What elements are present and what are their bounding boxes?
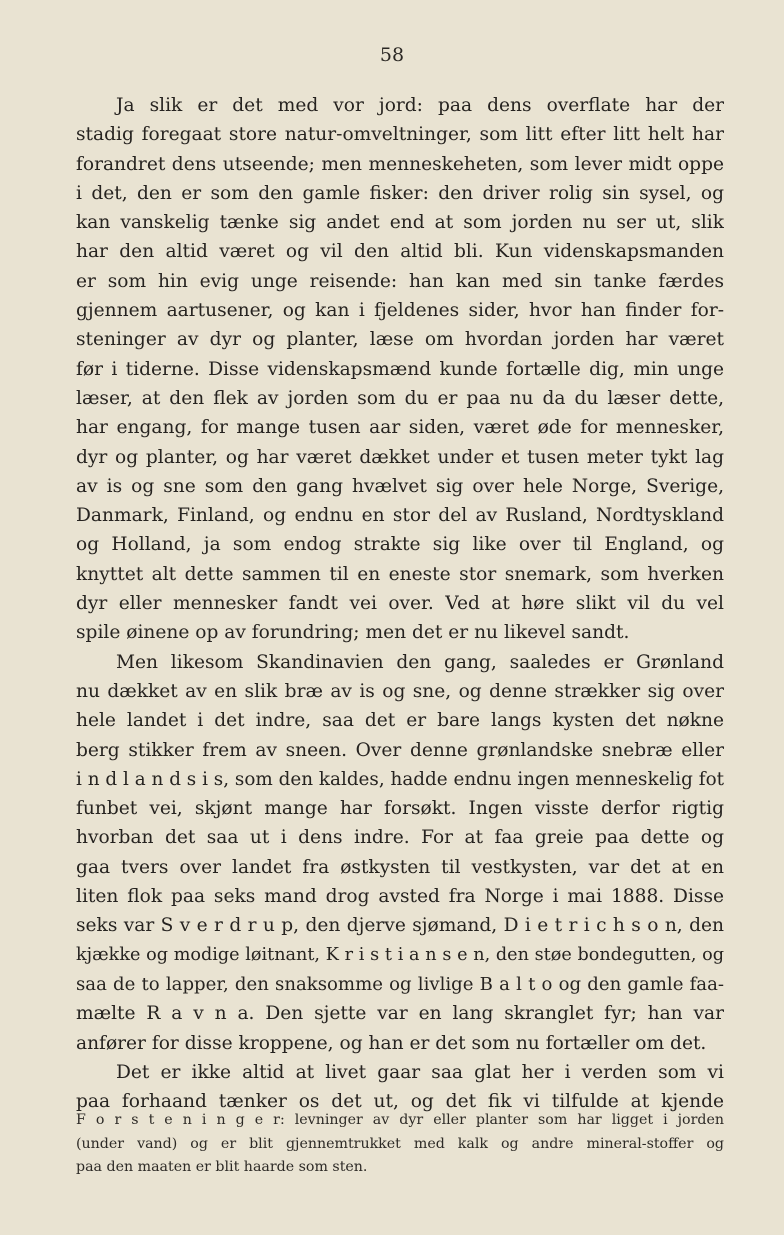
- text-line: kan vanskelig tænke sig andet end at som jorden nu ser ut, slik: [76, 212, 724, 234]
- text-line: læser, at den flek av jorden som du er paa nu da du læser dette,: [76, 387, 724, 409]
- text-line: hele landet i det indre, saa det er bare langs kysten det nøkne: [76, 710, 724, 732]
- text-line: i det, den er som den gamle fisker: den driver rolig sin sysel, og: [76, 182, 724, 204]
- text-line: anfører for disse kroppene, og han er det som nu fortæller om det.: [76, 1032, 707, 1054]
- page-number: 58: [379, 44, 405, 66]
- text-line: nu dækket av en slik bræ av is og sne, og denne strækker sig over: [76, 680, 724, 702]
- body-text: [76, 91, 724, 1116]
- text-line: Danmark, Finland, og endnu en stor del av Rusland, Nordtyskland: [76, 505, 724, 527]
- text-line: og Holland, ja som endog strakte sig like over til England, og: [76, 534, 724, 556]
- text-line: Men likesom Skandinavien den gang, saaledes er Grønland: [116, 651, 724, 673]
- text-line: før i tiderne. Disse videnskapsmænd kunde fortælle dig, min unge: [76, 358, 724, 380]
- text-line: steninger av dyr og planter, læse om hvordan jorden har været: [76, 329, 724, 351]
- text-line: er som hin evig unge reisende: han kan med sin tanke færdes: [76, 270, 724, 292]
- text-line: liten flok paa seks mand drog avsted fra Norge i mai 1888. Disse: [76, 886, 724, 908]
- text-line: av is og sne som den gang hvælvet sig over hele Norge, Sverige,: [76, 475, 724, 497]
- text-line: saa de to lapper, den snaksomme og livlige B a l t o og den gamle faa-: [76, 973, 724, 995]
- text-line: funbet vei, skjønt mange har forsøkt. Ingen visste derfor rigtig: [76, 798, 724, 820]
- text-line: seks var S v e r d r u p, den djerve sjømand, D i e t r i c h s o n, den: [76, 915, 724, 937]
- text-line: forandret dens utseende; men menneskeheten, som lever midt oppe: [76, 153, 724, 175]
- text-line: hvorban det saa ut i dens indre. For at faa greie paa dette og: [76, 827, 724, 849]
- text-line: berg stikker frem av sneen. Over denne grønlandske snebræ eller: [76, 739, 724, 761]
- text-line: i n d l a n d s i s, som den kaldes, hadde endnu ingen menneskelig fot: [76, 768, 724, 790]
- text-line: gjennem aartusener, og kan i fjeldenes sider, hvor han finder for-: [76, 300, 724, 322]
- footnote-line: (under vand) og er blit gjennemtrukket med kalk og andre mineral-stoffer og: [76, 1135, 724, 1152]
- text-line: dyr og planter, og har været dækket under et tusen meter tykt lag: [76, 446, 724, 468]
- text-line: Det er ikke altid at livet gaar saa glat her i verden som vi: [116, 1061, 724, 1083]
- text-line: har engang, for mange tusen aar siden, været øde for mennesker,: [76, 417, 724, 439]
- text-line: mælte R a v n a. Den sjette var en lang skranglet fyr; han var: [76, 1003, 724, 1025]
- text-line: knyttet alt dette sammen til en eneste stor snemark, som hverken: [76, 563, 724, 585]
- text-line: paa forhaand tænker os det ut, og det fik vi tilfulde at kjende: [76, 1091, 724, 1113]
- text-line: kjække og modige løitnant, K r i s t i a n s e n, den støe bondegutten, og: [76, 944, 724, 965]
- text-line: gaa tvers over landet fra østkysten til vestkysten, var det at en: [76, 856, 724, 878]
- text-line: stadig foregaat store natur-omveltninger, som litt efter litt helt har: [76, 124, 724, 146]
- footnote-line: F o r s t e n i n g e r: levninger av dyr eller planter som har ligget i jorden: [76, 1112, 724, 1128]
- text-line: Ja slik er det med vor jord: paa dens overflate har der: [116, 95, 724, 116]
- text-line: spile øinene op av forundring; men det er nu likevel sandt.: [76, 622, 630, 644]
- footnote-line: paa den maaten er blit haarde som sten.: [76, 1159, 368, 1175]
- text-line: dyr eller mennesker fandt vei over. Ved at høre slikt vil du vel: [76, 593, 724, 615]
- footnote: [76, 1109, 724, 1180]
- text-line: har den altid været og vil den altid bli. Kun videnskapsmanden: [76, 241, 724, 263]
